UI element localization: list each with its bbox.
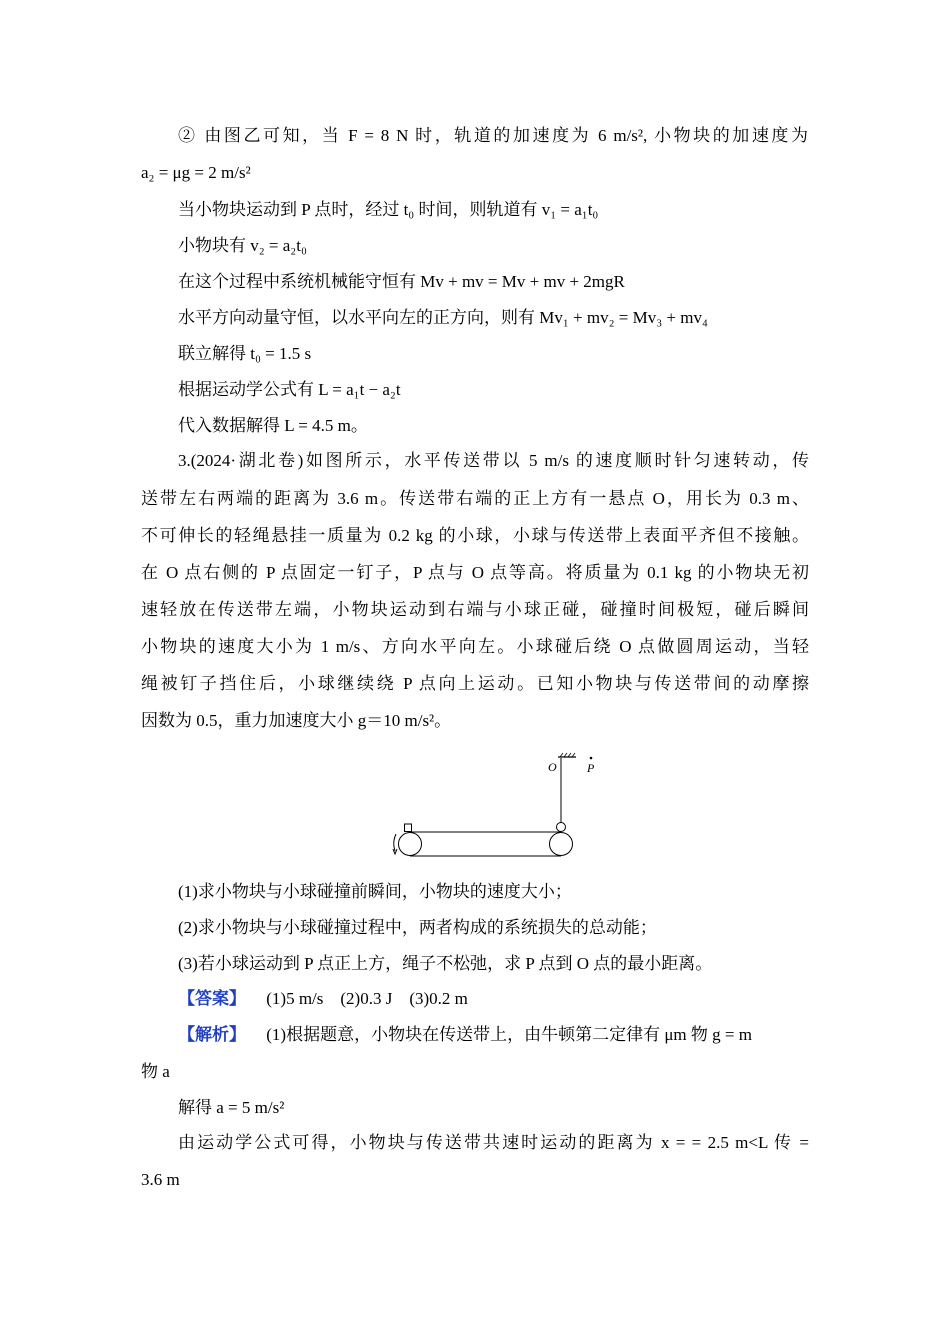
solution-line: 由运动学公式可得，小物块与传送带共速时运动的距离为 x = = 2.5 m<L 传 = [178, 1133, 809, 1152]
paragraph-line: 小物块有 v₂ = a₂t₀ [178, 236, 307, 255]
question-3-line: 不可伸长的轻绳悬挂一质量为 0.2 kg 的小球，小球与传送带上表面平齐但不接触。 [141, 526, 809, 545]
nail-p-dot [590, 757, 593, 760]
subquestion-3: (3)若小球运动到 P 点正上方，绳子不松弛，求 P 点到 O 点的最小距离。 [178, 954, 713, 973]
paragraph-line: 联立解得 t₀ = 1.5 s [178, 344, 312, 363]
question-3-header: 3.(2024·湖北卷) [178, 451, 304, 470]
subquestion-2: (2)求小物块与小球碰撞过程中，两者构成的系统损失的总动能； [178, 918, 657, 937]
analysis-text: (1)根据题意，小物块在传送带上，由牛顿第二定律有 μm 物 g = m [266, 1025, 752, 1044]
answer-line [178, 987, 468, 1011]
conveyor-belt-figure [380, 748, 595, 863]
answer-tag: 【答案】 [178, 989, 246, 1008]
solution-line: 3.6 m [141, 1170, 180, 1189]
analysis-line [178, 1023, 752, 1047]
right-roller [550, 833, 573, 856]
answer-text: (1)5 m/s (2)0.3 J (3)0.2 m [266, 989, 468, 1008]
question-3-line: 绳被钉子挡住后，小球继续绕 P 点向上运动。已知小物块与传送带间的动摩擦 [141, 674, 809, 693]
paragraph-line: a₂ = μg = 2 m/s² [141, 163, 251, 182]
question-3-text: 如图所示，水平传送带以 5 m/s 的速度顺时针匀速转动，传 [303, 451, 809, 470]
solution-line: 解得 a = 5 m/s² [178, 1098, 285, 1117]
label-p: P [587, 761, 595, 775]
small-block [405, 824, 412, 832]
left-roller [399, 833, 422, 856]
question-3-line: 因数为 0.5，重力加速度大小 g＝10 m/s²。 [141, 711, 452, 730]
paragraph-line: 根据运动学公式有 L = a₁t − a₂t [178, 380, 401, 399]
paragraph-line: ② 由图乙可知，当 F = 8 N 时，轨道的加速度为 6 m/s², 小物块的加速度为 [178, 126, 808, 145]
analysis-tag: 【解析】 [178, 1025, 246, 1044]
question-3-line [178, 449, 809, 473]
paragraph-line: 水平方向动量守恒，以水平向左的正方向，则有 Mv₁ + mv₂ = Mv₃ + mv₄ [178, 308, 708, 327]
question-3-line: 送带左右两端的距离为 3.6 m。传送带右端的正上方有一悬点 O，用长为 0.3 m、 [141, 489, 809, 508]
rotation-arrow [394, 834, 396, 851]
paragraph-line: 当小物块运动到 P 点时，经过 t₀ 时间，则轨道有 v₁ = a₁t₀ [178, 200, 599, 219]
paragraph-line: 代入数据解得 L = 4.5 m。 [178, 416, 368, 435]
question-3-line: 在 O 点右侧的 P 点固定一钉子，P 点与 O 点等高。将质量为 0.1 kg 的小物块无初 [141, 563, 809, 582]
subquestion-1: (1)求小物块与小球碰撞前瞬间，小物块的速度大小； [178, 882, 572, 901]
question-3-line: 速轻放在传送带左端，小物块运动到右端与小球正碰，碰撞时间极短，碰后瞬间 [141, 600, 809, 619]
paragraph-line: 在这个过程中系统机械能守恒有 Mv + mv = Mv + mv + 2mgR [178, 272, 625, 291]
label-o: O [548, 760, 557, 774]
small-ball [557, 823, 566, 832]
analysis-line: 物 a [141, 1062, 170, 1081]
question-3-line: 小物块的速度大小为 1 m/s、方向水平向左。小球碰后绕 O 点做圆周运动，当轻 [141, 637, 809, 656]
